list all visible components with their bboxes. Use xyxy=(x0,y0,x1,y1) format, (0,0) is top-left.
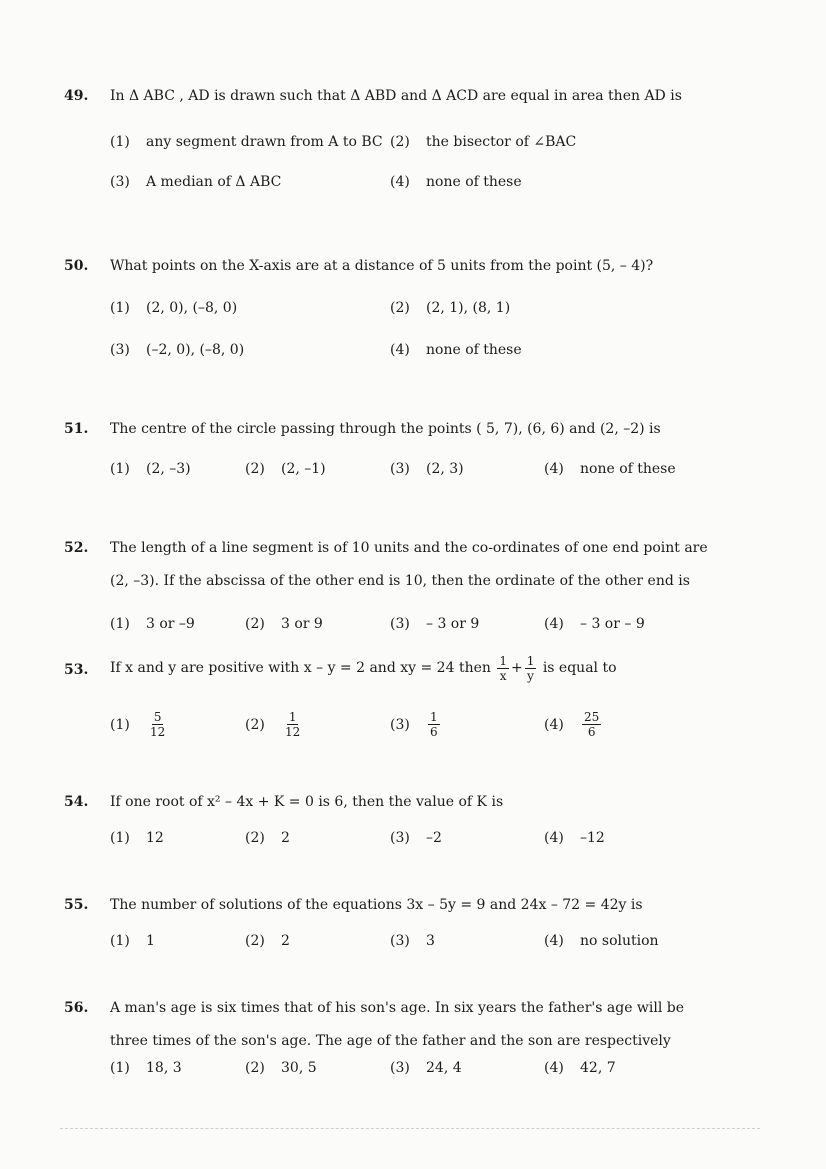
option-text: 1 xyxy=(146,933,155,949)
option-text: none of these xyxy=(426,174,522,190)
option-fraction: $\frac{25}{6}$ xyxy=(584,710,600,739)
question-text: If one root of x² – 4x + K = 0 is 6, then the value of K is xyxy=(110,794,504,810)
option-text: 30, 5 xyxy=(281,1060,317,1076)
option-text: – 3 or – 9 xyxy=(580,616,645,632)
question-text: What points on the X-axis are at a distance of 5 units from the point (5, – 4)? xyxy=(110,258,654,274)
option-text: 3 or –9 xyxy=(146,616,195,632)
option-number: (2) xyxy=(245,616,265,632)
option-text: 12 xyxy=(146,830,164,846)
options-row xyxy=(110,342,730,378)
option-4[interactable] xyxy=(544,616,645,632)
option-number: (4) xyxy=(544,616,564,632)
question-text: In Δ ABC , AD is drawn such that Δ ABD and Δ ACD are equal in area then AD is xyxy=(110,88,682,104)
option-text: none of these xyxy=(580,461,676,477)
option-4[interactable] xyxy=(544,830,605,846)
option-text: –2 xyxy=(426,830,442,846)
option-number: (2) xyxy=(245,461,265,477)
option-number: (3) xyxy=(110,342,130,358)
option-text: no solution xyxy=(580,933,659,949)
footer-divider xyxy=(60,1128,760,1129)
option-number: (4) xyxy=(544,716,564,733)
options-row xyxy=(110,134,730,170)
question-number: 49. xyxy=(64,88,89,104)
option-fraction: $\frac{1}{6}$ xyxy=(430,710,438,739)
option-text: (–2, 0), (–8, 0) xyxy=(146,342,245,358)
option-4[interactable] xyxy=(544,933,659,949)
option-fraction: $\frac{5}{12}$ xyxy=(150,710,166,739)
option-text: none of these xyxy=(426,342,522,358)
fraction-one-over-x: $\frac{1}{x}$ xyxy=(499,653,507,683)
option-text: 2 xyxy=(281,933,290,949)
options-row xyxy=(110,933,730,969)
options-row xyxy=(110,1060,730,1096)
options-row xyxy=(110,830,730,866)
option-number: (1) xyxy=(110,933,130,949)
option-2[interactable] xyxy=(245,616,323,632)
options-row xyxy=(110,710,730,750)
option-1[interactable] xyxy=(110,616,195,632)
option-text: (2, –1) xyxy=(281,461,326,477)
option-text: 24, 4 xyxy=(426,1060,462,1076)
question-number: 51. xyxy=(64,421,89,437)
option-number: (2) xyxy=(390,300,410,316)
question-number: 50. xyxy=(64,258,89,274)
question-number: 55. xyxy=(64,897,89,913)
option-4[interactable] xyxy=(544,461,676,477)
question-text-end: is equal to xyxy=(542,660,617,676)
option-2[interactable] xyxy=(245,933,290,949)
options-row xyxy=(110,616,730,652)
plus-sign: + xyxy=(510,660,523,676)
fraction-one-over-y: $\frac{1}{y}$ xyxy=(526,653,535,683)
option-number: (3) xyxy=(390,461,410,477)
option-text: 42, 7 xyxy=(580,1060,616,1076)
option-1[interactable] xyxy=(110,710,169,739)
question-text: The centre of the circle passing through the points ( 5, 7), (6, 6) and (2, –2) is xyxy=(110,421,661,437)
option-1[interactable] xyxy=(110,134,383,150)
option-text: 3 or 9 xyxy=(281,616,323,632)
option-text: 2 xyxy=(281,830,290,846)
option-number: (4) xyxy=(544,461,564,477)
option-number: (2) xyxy=(390,134,410,150)
question-number: 54. xyxy=(64,794,89,810)
option-number: (3) xyxy=(390,933,410,949)
option-1[interactable] xyxy=(110,461,191,477)
option-text: 18, 3 xyxy=(146,1060,182,1076)
option-text: –12 xyxy=(580,830,605,846)
option-text: 3 xyxy=(426,933,435,949)
option-number: (4) xyxy=(544,1060,564,1076)
options-row xyxy=(110,174,730,210)
option-2[interactable] xyxy=(390,300,510,316)
option-number: (2) xyxy=(245,716,265,733)
question-text xyxy=(110,648,720,688)
option-number: (1) xyxy=(110,716,130,733)
option-number: (4) xyxy=(544,933,564,949)
option-fraction: $\frac{1}{12}$ xyxy=(285,710,301,739)
option-1[interactable] xyxy=(110,933,155,949)
option-number: (3) xyxy=(390,1060,410,1076)
option-3[interactable] xyxy=(390,1060,462,1076)
question-number: 52. xyxy=(64,540,89,556)
option-number: (2) xyxy=(245,830,265,846)
option-number: (1) xyxy=(110,300,130,316)
option-number: (1) xyxy=(110,1060,130,1076)
options-row xyxy=(110,300,730,336)
option-number: (1) xyxy=(110,134,130,150)
question-text: A man's age is six times that of his son's age. In six years the father's age will be three times of the son's age. The age of the father and the son are respectively xyxy=(110,1000,685,1049)
option-2[interactable] xyxy=(245,830,290,846)
option-1[interactable] xyxy=(110,300,237,316)
option-number: (3) xyxy=(390,830,410,846)
question-number: 56. xyxy=(64,1000,89,1016)
option-number: (4) xyxy=(390,342,410,358)
option-4[interactable] xyxy=(390,342,522,358)
option-1[interactable] xyxy=(110,1060,182,1076)
option-3[interactable] xyxy=(110,174,281,190)
option-3[interactable] xyxy=(390,616,479,632)
option-text: (2, 1), (8, 1) xyxy=(426,300,511,316)
question-text: The number of solutions of the equations 3x – 5y = 9 and 24x – 72 = 42y is xyxy=(110,897,643,913)
question-number: 53. xyxy=(64,662,89,678)
option-number: (2) xyxy=(245,1060,265,1076)
question-text: The length of a line segment is of 10 units and the co-ordinates of one end point are (2, –3). If the abscissa of the other end is 10, then the ordinate of the other end is xyxy=(110,540,708,589)
option-text: any segment drawn from A to BC xyxy=(146,134,383,150)
option-3[interactable] xyxy=(390,830,442,846)
option-3[interactable] xyxy=(110,342,244,358)
option-number: (1) xyxy=(110,830,130,846)
option-number: (3) xyxy=(390,716,410,733)
option-text: – 3 or 9 xyxy=(426,616,480,632)
option-number: (3) xyxy=(110,174,130,190)
option-3[interactable] xyxy=(390,933,435,949)
option-2[interactable] xyxy=(390,134,576,150)
option-2[interactable] xyxy=(245,461,326,477)
option-3[interactable] xyxy=(390,461,464,477)
option-text: (2, 0), (–8, 0) xyxy=(146,300,238,316)
option-number: (1) xyxy=(110,461,130,477)
option-number: (4) xyxy=(390,174,410,190)
option-1[interactable] xyxy=(110,830,164,846)
option-4[interactable] xyxy=(544,710,603,739)
option-text: A median of Δ ABC xyxy=(146,174,282,190)
options-row xyxy=(110,461,730,497)
option-3[interactable] xyxy=(390,710,442,739)
option-4[interactable] xyxy=(544,1060,616,1076)
option-4[interactable] xyxy=(390,174,522,190)
option-number: (4) xyxy=(544,830,564,846)
option-2[interactable] xyxy=(245,710,304,739)
option-2[interactable] xyxy=(245,1060,317,1076)
option-text: (2, 3) xyxy=(426,461,464,477)
option-text: the bisector of ∠BAC xyxy=(426,134,577,150)
question-text-start: If x and y are positive with x – y = 2 and xy = 24 then xyxy=(110,660,491,676)
option-number: (3) xyxy=(390,616,410,632)
option-text: (2, –3) xyxy=(146,461,191,477)
option-number: (2) xyxy=(245,933,265,949)
option-number: (1) xyxy=(110,616,130,632)
